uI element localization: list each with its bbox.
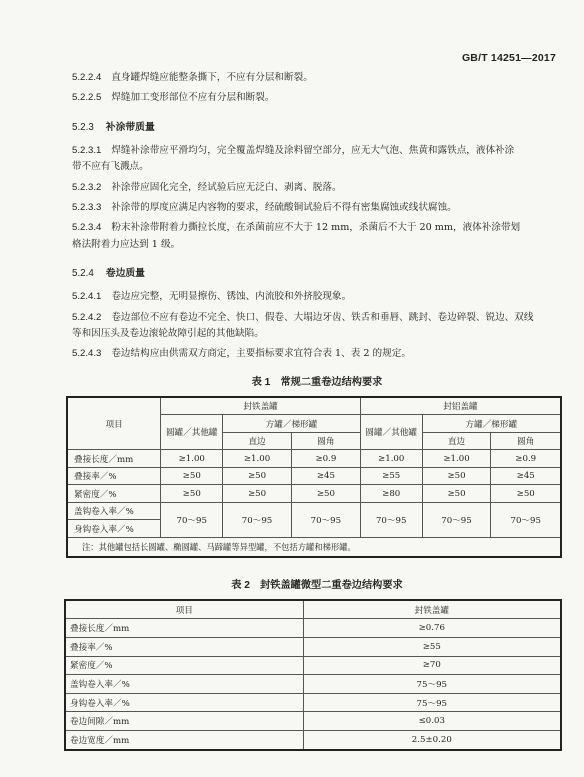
- cell: ≥50: [491, 485, 561, 503]
- table-row: [65, 675, 561, 694]
- clause-number: 5.2.4.2: [72, 311, 102, 323]
- table-header-round-can: 圆罐／其他罐: [360, 415, 422, 450]
- row-label: 叠接率／%: [67, 467, 161, 485]
- section-5-2-4-heading: [72, 265, 562, 279]
- cell: ≥1.00: [422, 450, 491, 468]
- table-header-corner: 圆角: [291, 432, 360, 450]
- cell: ≥50: [161, 467, 223, 485]
- standard-id: GB/T 14251—2017: [461, 52, 556, 64]
- row-label: 盖钩卷入率／%: [65, 675, 303, 694]
- row-label: 叠接长度／mm: [67, 450, 161, 468]
- cell: ≥45: [291, 467, 360, 485]
- table-1: [66, 396, 562, 558]
- clause-5-2-2-4: [72, 70, 562, 86]
- clause-text: 卷边结构应由供需双方商定，主要指标要求宜符合表 1、表 2 的规定。: [111, 348, 411, 360]
- table-header-item: 项目: [67, 397, 161, 450]
- clause-number: 5.2.4.1: [72, 291, 102, 303]
- table-row: [65, 619, 561, 638]
- row-label: 身钩卷入率／%: [65, 693, 303, 712]
- clause-text: 卷边应完整，无明显擦伤、锈蚀、内流胶和外挤胶现象。: [111, 291, 352, 303]
- clause-5-2-3-1-cont: 带不应有飞溅点。: [72, 161, 149, 173]
- clause-text: 补涂带应固化完全，经试验后应无泛白、剥离、脱落。: [111, 181, 342, 193]
- clause-5-2-4-3: [72, 346, 562, 362]
- section-number: 5.2.3: [72, 121, 94, 133]
- cell: ≥50: [422, 467, 491, 485]
- section-title: 卷边质量: [105, 268, 145, 280]
- clause-number: 5.2.2.4: [72, 72, 102, 83]
- cell: 70～95: [491, 502, 561, 537]
- cell: ≤0.03: [303, 712, 561, 731]
- clause-text: 直身罐焊缝应能整条撕下，不应有分层和断裂。: [111, 72, 313, 83]
- clause-text: 粉末补涂带附着力撕拉长度，在杀菌前应不大于 12 mm，杀菌后不大于 20 mm，液体补涂带划: [111, 222, 521, 234]
- clause-5-2-4-2-cont: 等和因压头及卷边滚轮故障引起的其他缺陷。: [72, 328, 264, 340]
- clause-5-2-3-2: [72, 180, 562, 196]
- cell: ≥80: [360, 485, 422, 503]
- section-title: 补涂带质量: [105, 121, 155, 133]
- row-label: 叠接率／%: [65, 638, 303, 657]
- cell: ≥55: [360, 467, 422, 485]
- cell: 75～95: [303, 693, 561, 712]
- table-header-aluminum-lid: 封铝盖罐: [360, 397, 561, 415]
- row-label: 盖钩卷入率／%: [67, 502, 161, 520]
- table-header-square-can: 方罐／梯形罐: [223, 415, 361, 433]
- document-body: [72, 70, 562, 751]
- table-1-caption: 表 1 常规二重卷边结构要求: [251, 376, 383, 388]
- row-label: 卷边间隙／mm: [65, 712, 303, 731]
- table-header-straight: 直边: [223, 432, 292, 450]
- row-label: 叠接长度／mm: [65, 619, 303, 638]
- clause-5-2-3-4: [72, 220, 562, 236]
- cell: ≥1.00: [360, 450, 422, 468]
- clause-number: 5.2.3.3: [72, 202, 102, 214]
- cell: ≥0.9: [491, 450, 561, 468]
- table-header-square-can: 方罐／梯形罐: [422, 415, 561, 433]
- row-label: 卷边宽度／mm: [65, 731, 303, 750]
- clause-number: 5.2.3.4: [72, 222, 102, 234]
- cell: ≥55: [303, 638, 561, 657]
- table-row: [65, 656, 561, 675]
- table-row: [67, 467, 561, 485]
- table-header-iron-lid: 封铁盖罐: [161, 397, 360, 415]
- table-header-iron-lid: 封铁盖罐: [303, 600, 561, 619]
- row-label: 紧密度／%: [67, 485, 161, 503]
- cell: ≥50: [422, 485, 491, 503]
- clause-5-2-4-1: [72, 289, 562, 305]
- table-2-caption: 表 2 封铁盖罐微型二重卷边结构要求: [231, 579, 403, 591]
- clause-number: 5.2.3.1: [72, 144, 102, 156]
- table-row: [67, 502, 561, 520]
- table-row: [65, 638, 561, 657]
- clause-text: 卷边部位不应有卷边不完全、快口、假卷、大塌边牙齿、铁舌和垂唇、跳封、卷边碎裂、锐边、双线: [111, 311, 534, 323]
- cell: 70～95: [223, 502, 292, 537]
- cell: ≥50: [291, 485, 360, 503]
- table-header-straight: 直边: [422, 432, 491, 450]
- cell: ≥50: [223, 485, 292, 503]
- cell: 70～95: [161, 502, 223, 537]
- table-row: [65, 731, 561, 750]
- clause-number: 5.2.4.3: [72, 348, 102, 360]
- clause-5-2-3-1: [72, 143, 562, 159]
- clause-text: 焊缝补涂带应平滑均匀，完全覆盖焊缝及涂料留空部分，应无大气泡、焦黄和露铁点，液体补涂: [111, 144, 515, 156]
- clause-5-2-4-2: [72, 310, 562, 326]
- cell: 70～95: [422, 502, 491, 537]
- cell: ≥1.00: [161, 450, 223, 468]
- cell: ≥1.00: [223, 450, 292, 468]
- table-row: [67, 450, 561, 468]
- cell: ≥0.76: [303, 619, 561, 638]
- clause-5-2-3-3: [72, 200, 562, 216]
- cell: 75～95: [303, 675, 561, 694]
- table-row: [67, 485, 561, 503]
- table-header-round-can: 圆罐／其他罐: [161, 415, 223, 450]
- row-label: 紧密度／%: [65, 656, 303, 675]
- cell: 70～95: [360, 502, 422, 537]
- row-label: 身钩卷入率／%: [67, 520, 161, 538]
- clause-5-2-3-4-cont: 格法附着力应达到 1 级。: [72, 238, 181, 250]
- clause-number: 5.2.3.2: [72, 181, 102, 193]
- clause-text: 焊缝加工变形部位不应有分层和断裂。: [111, 92, 275, 104]
- cell: ≥70: [303, 656, 561, 675]
- table-note: 注：其他罐包括长圆罐、椭圆罐、马蹄罐等异型罐，不包括方罐和梯形罐。: [67, 537, 561, 557]
- table-row: [65, 693, 561, 712]
- table-2: [64, 599, 562, 751]
- cell: 70～95: [291, 502, 360, 537]
- cell: ≥0.9: [291, 450, 360, 468]
- clause-number: 5.2.2.5: [72, 92, 102, 104]
- table-header-corner: 圆角: [491, 432, 561, 450]
- cell: 2.5±0.20: [303, 731, 561, 750]
- cell: ≥50: [223, 467, 292, 485]
- table-note-row: [67, 537, 561, 557]
- clause-5-2-2-5: [72, 90, 562, 106]
- cell: ≥50: [161, 485, 223, 503]
- table-row: [65, 712, 561, 731]
- table-header-item: 项目: [65, 600, 303, 619]
- section-5-2-3-heading: [72, 119, 562, 133]
- cell: ≥45: [491, 467, 561, 485]
- section-number: 5.2.4: [72, 268, 94, 280]
- clause-text: 补涂带的厚度应满足内容物的要求，经硫酸铜试验后不得有密集腐蚀或线状腐蚀。: [111, 202, 457, 214]
